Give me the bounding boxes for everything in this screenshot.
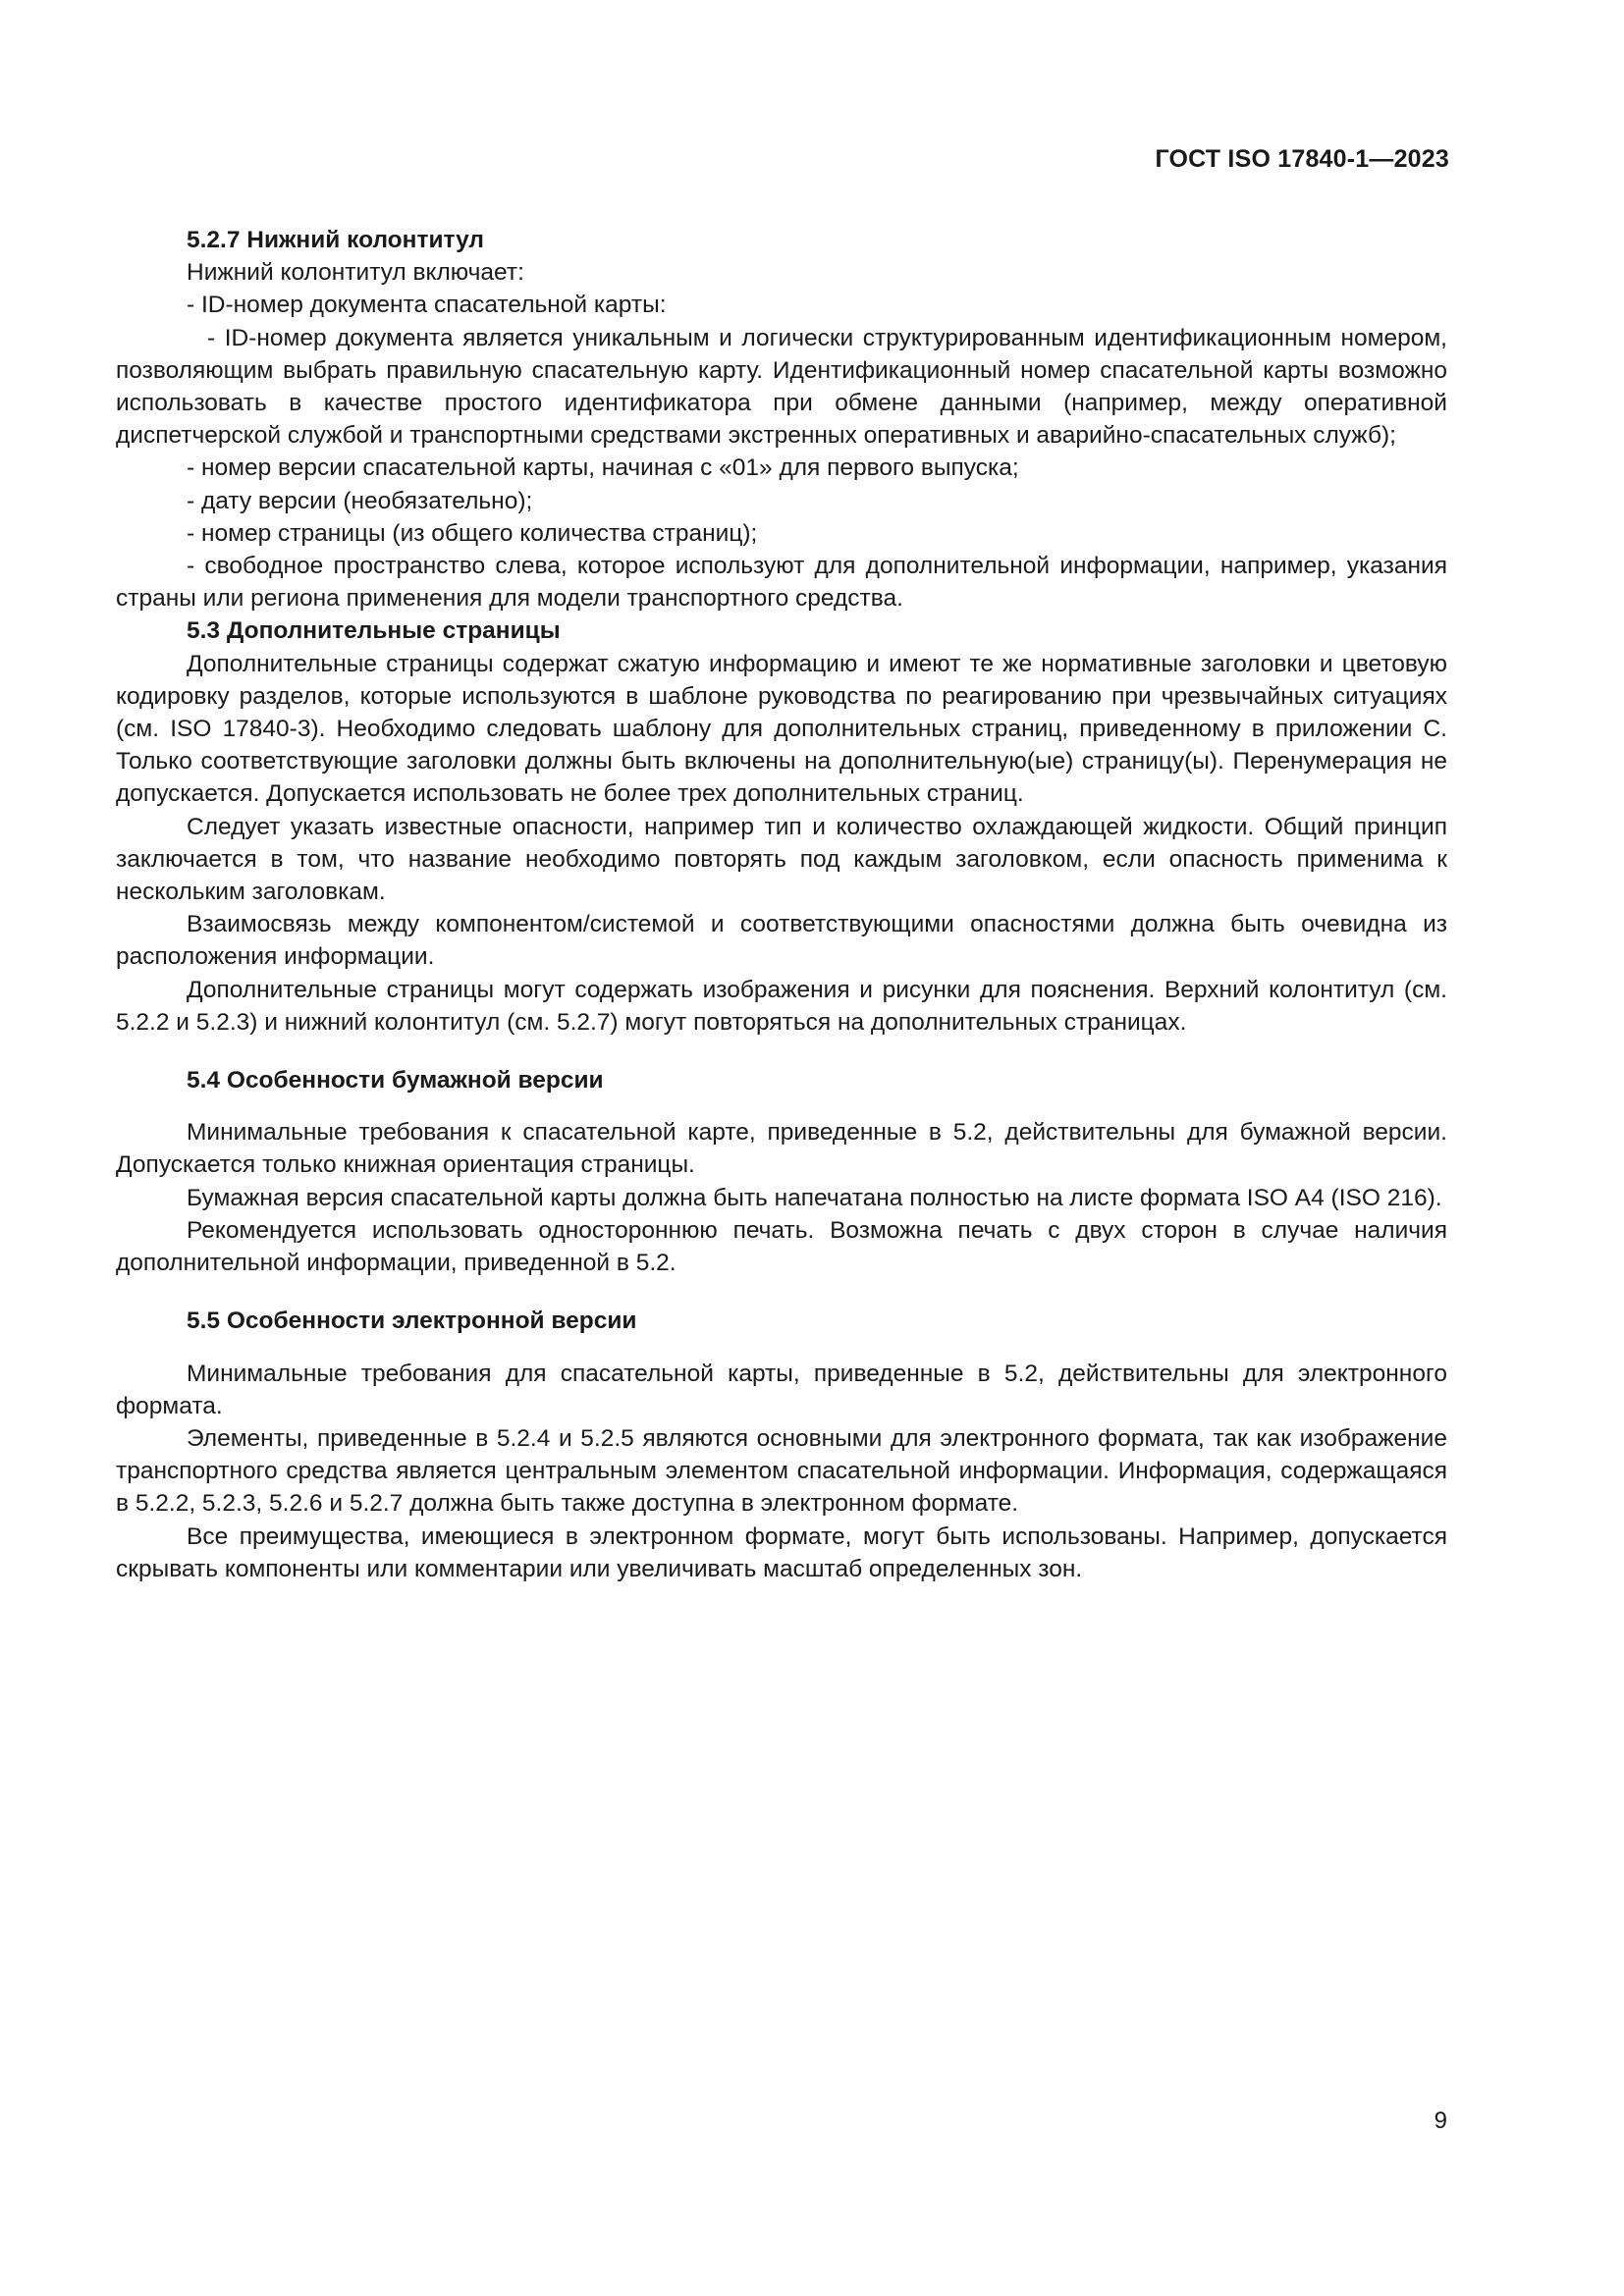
list-subitem: - ID-номер документа является уникальным и логически структурированным идентификационным номером, позволяющим выбрать правильную спасательную карту. Идентификационный номер спасательной карты возможно использовать в качестве простого идентификатора при обмене данными (например, между оперативной диспетчерской службой и транспортными средствами экстренных оперативных и аварийно-спасательных служб); xyxy=(116,324,1447,450)
list-item: - дату версии (необязательно); xyxy=(187,487,533,514)
paragraph: Минимальные требования для спасательной карты, приведенные в 5.2, действительны для электронного формата. xyxy=(116,1360,1447,1419)
section-5-4-title: 5.4 Особенности бумажной версии xyxy=(187,1067,604,1095)
paragraph: Минимальные требования к спасательной карте, приведенные в 5.2, действительны для бумажной версии. Допускается только книжная ориентация страницы. xyxy=(116,1119,1447,1179)
list-item: - ID-номер документа спасательной карты: xyxy=(187,292,667,319)
section-5-3-title: 5.3 Дополнительные страницы xyxy=(187,617,561,645)
section-5-5-title: 5.5 Особенности электронной версии xyxy=(187,1308,637,1335)
paragraph: Элементы, приведенные в 5.2.4 и 5.2.5 являются основными для электронного формата, так как изображение транспортного средства является центральным элементом спасательной информации. Информация, содержащаяся в 5.2.2, 5.2.3, 5.2.6 и 5.2.7 должна быть также доступна в электронном формате. xyxy=(116,1424,1447,1518)
paragraph: Бумажная версия спасательной карты должна быть напечатана полностью на листе формата ISO А4 (ISO 216). xyxy=(187,1184,1442,1211)
page-content xyxy=(116,224,1447,1585)
list-item: - номер версии спасательной карты, начиная с «01» для первого выпуска; xyxy=(187,454,1019,482)
paragraph: Взаимосвязь между компонентом/системой и соответствующими опасностями должна быть очевидна из расположения информации. xyxy=(116,911,1447,971)
paragraph: Дополнительные страницы могут содержать изображения и рисунки для пояснения. Верхний колонтитул (см. 5.2.2 и 5.2.3) и нижний колонтитул (см. 5.2.7) могут повторяться на дополнительных страницах. xyxy=(116,976,1447,1036)
paragraph: Следует указать известные опасности, например тип и количество охлаждающей жидкости. Общий принцип заключается в том, что название необходимо повторять под каждым заголовком, если опасность применима к нескольким заголовкам. xyxy=(116,813,1447,906)
list-item: - номер страницы (из общего количества страниц); xyxy=(187,519,758,547)
paragraph: Все преимущества, имеющиеся в электронном формате, могут быть использованы. Например, допускается скрывать компоненты или комментарии или увеличивать масштаб определенных зон. xyxy=(116,1522,1447,1582)
section-5-2-7-intro: Нижний колонтитул включает: xyxy=(187,259,524,287)
paragraph: Дополнительные страницы содержат сжатую информацию и имеют те же нормативные заголовки и цветовую кодировку разделов, которые используются в шаблоне руководства по реагированию при чрезвычайных ситуациях (см. ISO 17840-3). Необходимо следовать шаблону для дополнительных страниц, приведенному в приложении С. Только соответствующие заголовки должны быть включены на дополнительную(ые) страницу(ы). Перенумерация не допускается. Допускается использовать не более трех дополнительных страниц. xyxy=(116,650,1447,808)
paragraph: Рекомендуется использовать одностороннюю печать. Возможна печать с двух сторон в случае наличия дополнительной информации, приведенной в 5.2. xyxy=(116,1216,1447,1277)
list-item: - свободное пространство слева, которое используют для дополнительной информации, например, указания страны или региона применения для модели транспортного средства. xyxy=(116,553,1447,613)
document-header-id: ГОСТ ISO 17840-1—2023 xyxy=(1155,145,1449,173)
page-number: 9 xyxy=(1434,2108,1447,2134)
section-5-2-7-title: 5.2.7 Нижний колонтитул xyxy=(187,227,484,253)
